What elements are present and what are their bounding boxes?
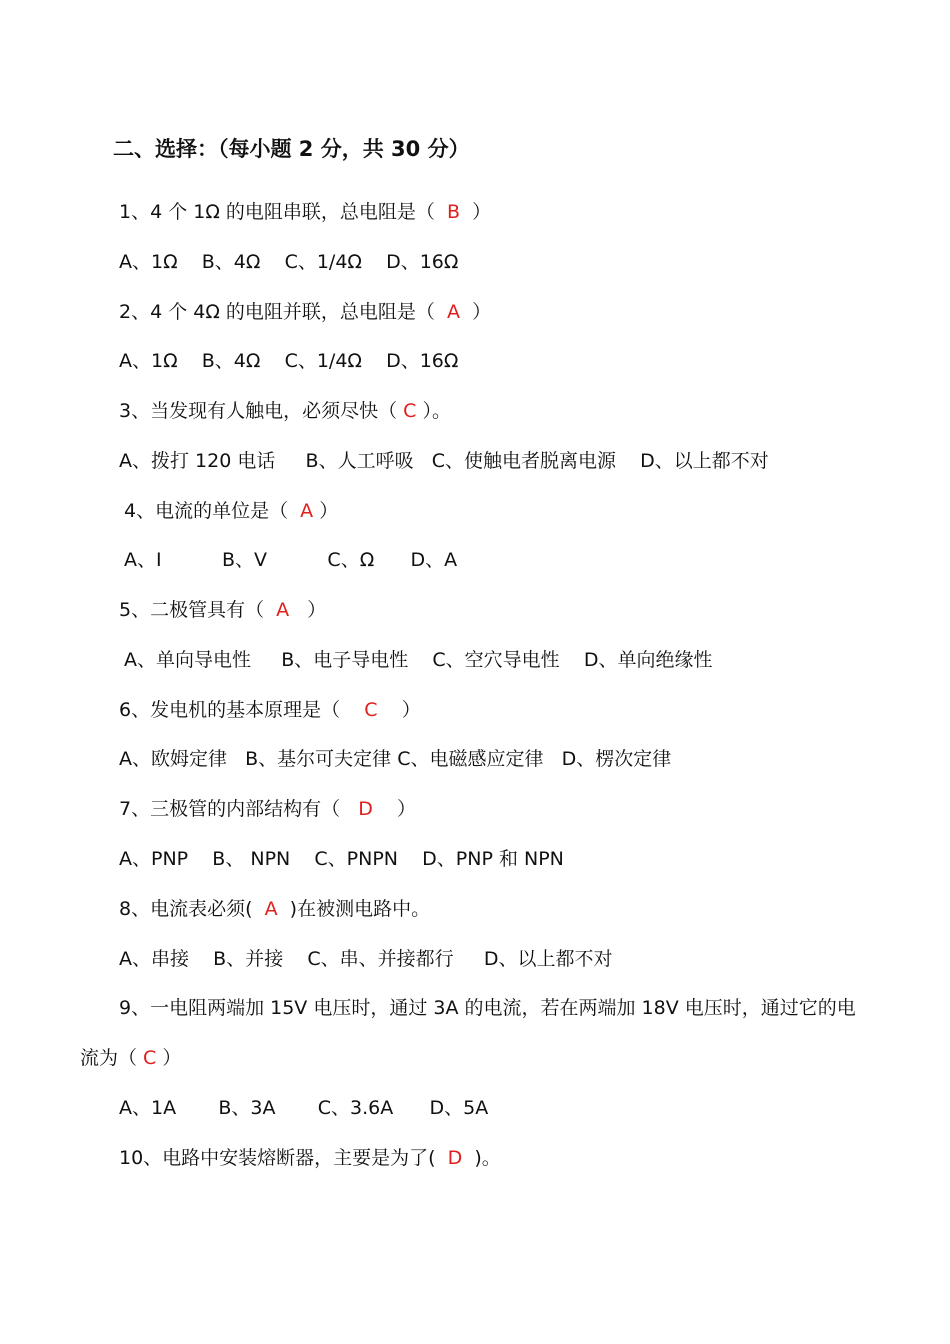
question-4-options: A、I B、V C、Ω D、A <box>124 549 458 571</box>
question-9-options: A、1A B、3A C、3.6A D、5A <box>119 1097 489 1119</box>
question-8 <box>119 897 430 921</box>
answer-mark: A <box>276 599 290 621</box>
question-8-options: A、串接 B、并接 C、串、并接都行 D、以上都不对 <box>119 948 613 970</box>
answer-mark: B <box>446 201 461 223</box>
question-text: 6、发电机的基本原理是（ <box>119 699 365 721</box>
section-heading: 二、选择：（每小题 2 分，共 30 分） <box>113 137 470 161</box>
question-2-options: A、1Ω B、4Ω C、1/4Ω D、16Ω <box>119 350 459 372</box>
question-9-continued <box>80 1046 181 1070</box>
question-tail: ） <box>372 798 417 820</box>
question-text: 流为（ <box>80 1047 144 1069</box>
answer-mark: A <box>446 301 460 323</box>
question-text: 5、二极管具有（ <box>119 599 277 621</box>
answer-mark: C <box>403 400 417 422</box>
question-7 <box>119 797 416 821</box>
question-tail: ） <box>460 201 492 223</box>
question-text: 7、三极管的内部结构有（ <box>119 798 359 820</box>
answer-mark: C <box>364 699 378 721</box>
question-3-options: A、拨打 120 电话 B、人工呼吸 C、使触电者脱离电源 D、以上都不对 <box>119 450 769 472</box>
question-text: 1、4 个 1Ω 的电阻串联，总电阻是（ <box>119 201 447 223</box>
question-3 <box>119 399 451 423</box>
question-4 <box>124 499 338 523</box>
answer-mark: C <box>143 1047 157 1069</box>
answer-mark: A <box>300 500 314 522</box>
question-tail: ） <box>313 500 339 522</box>
question-tail: ） <box>156 1047 182 1069</box>
question-tail: ）。 <box>416 400 451 422</box>
question-tail: ） <box>459 301 492 323</box>
question-5-options: A、单向导电性 B、电子导电性 C、空穴导电性 D、单向绝缘性 <box>124 649 713 671</box>
answer-mark: D <box>358 798 373 820</box>
answer-mark: A <box>264 898 278 920</box>
question-1-options: A、1Ω B、4Ω C、1/4Ω D、16Ω <box>119 251 459 273</box>
question-1 <box>119 200 491 224</box>
answer-mark: D <box>447 1147 463 1169</box>
question-6 <box>119 698 421 722</box>
question-text: 10、电路中安装熔断器，主要是为了( <box>119 1147 448 1169</box>
question-9: 9、一电阻两端加 15V 电压时，通过 3A 的电流，若在两端加 18V 电压时，通过它的电 <box>119 997 856 1019</box>
question-tail: )在被测电路中。 <box>277 898 431 920</box>
question-7-options: A、PNP B、 NPN C、PNPN D、PNP 和 NPN <box>119 848 564 870</box>
question-2 <box>119 300 491 324</box>
question-text: 3、当发现有人触电，必须尽快（ <box>119 400 404 422</box>
question-tail: ） <box>289 599 327 621</box>
question-5 <box>119 598 326 622</box>
question-tail: )。 <box>462 1147 501 1169</box>
question-tail: ） <box>377 699 421 721</box>
question-text: 4、电流的单位是（ <box>124 500 301 522</box>
question-text: 2、4 个 4Ω 的电阻并联，总电阻是（ <box>119 301 447 323</box>
question-10 <box>119 1146 501 1170</box>
question-text: 8、电流表必须( <box>119 898 265 920</box>
question-6-options: A、欧姆定律 B、基尔可夫定律 C、电磁感应定律 D、楞次定律 <box>119 748 672 770</box>
